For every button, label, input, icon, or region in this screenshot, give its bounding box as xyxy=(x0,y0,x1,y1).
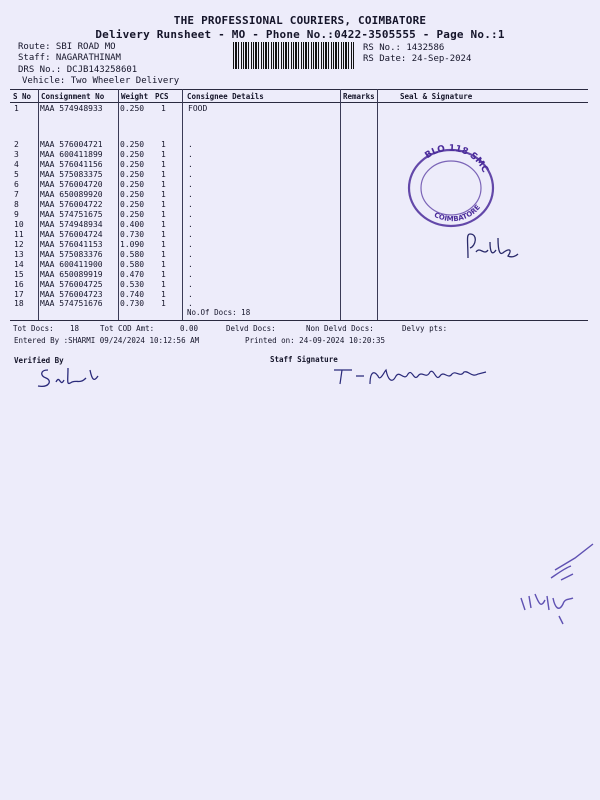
ink-scribble xyxy=(515,538,600,633)
verifier-signature xyxy=(34,364,104,392)
runsheet-subtitle: Delivery Runsheet - MO - Phone No.:0422-3505555 - Page No.:1 xyxy=(95,28,505,41)
col-header-consignee: Consignee Details xyxy=(187,92,264,101)
row-weight: 0.250 xyxy=(120,150,145,159)
row-consignment-no: MAA 574948934 xyxy=(40,220,103,229)
row-consignment-no: MAA 576004723 xyxy=(40,290,103,299)
row-pcs: 1 xyxy=(161,170,166,179)
row-weight: 0.250 xyxy=(120,210,145,219)
row-consignment-no: MAA 576004725 xyxy=(40,280,103,289)
delvd-docs-label: Delvd Docs: xyxy=(226,324,276,333)
stamp-top-text: BLO 118 SMC xyxy=(423,143,490,175)
row-pcs: 1 xyxy=(161,270,166,279)
staff-label: Staff: NAGARATHINAM xyxy=(18,53,121,63)
no-of-docs: No.Of Docs: 18 xyxy=(187,308,251,317)
col-divider xyxy=(38,89,39,320)
row-pcs: 1 xyxy=(161,230,166,239)
entered-by: Entered By :SHARMI 09/24/2024 10:12:56 AM xyxy=(14,336,200,345)
row-consignment-no: MAA 574751675 xyxy=(40,210,103,219)
row-sno: 8 xyxy=(14,200,19,209)
row-consignment-no: MAA 576004720 xyxy=(40,180,103,189)
col-divider xyxy=(182,89,183,320)
row-consignment-no: MAA 574751676 xyxy=(40,299,103,308)
col-header-remarks: Remarks xyxy=(343,92,375,101)
row-consignment-no: MAA 650089919 xyxy=(40,270,103,279)
table-bottom-border xyxy=(10,320,588,321)
table-top-border xyxy=(10,89,588,90)
row-consignee-details: . xyxy=(188,160,193,169)
row-weight: 0.470 xyxy=(120,270,145,279)
row-consignment-no: MAA 574948933 xyxy=(40,104,103,113)
company-title: THE PROFESSIONAL COURIERS, COIMBATORE xyxy=(173,14,427,27)
row-pcs: 1 xyxy=(161,290,166,299)
row-consignee-details: . xyxy=(188,190,193,199)
row-pcs: 1 xyxy=(161,299,166,308)
row-sno: 2 xyxy=(14,140,19,149)
row-weight: 0.730 xyxy=(120,230,145,239)
row-weight: 0.250 xyxy=(120,200,145,209)
row-sno: 16 xyxy=(14,280,24,289)
tot-docs-value: 18 xyxy=(70,324,80,333)
tot-cod-value: 0.00 xyxy=(180,324,199,333)
row-sno: 6 xyxy=(14,180,19,189)
col-header-weight: Weight xyxy=(121,92,149,101)
row-consignee-details: . xyxy=(188,230,193,239)
row-consignee-details: . xyxy=(188,240,193,249)
col-divider xyxy=(377,89,378,320)
row-consignee-details: . xyxy=(188,299,193,308)
barcode xyxy=(233,42,355,69)
row-pcs: 1 xyxy=(161,150,166,159)
row-weight: 0.400 xyxy=(120,220,145,229)
row-sno: 14 xyxy=(14,260,24,269)
row-consignee-details: . xyxy=(188,210,193,219)
row-consignee-details: . xyxy=(188,200,193,209)
row-sno: 4 xyxy=(14,160,19,169)
staff-signature xyxy=(330,362,490,390)
row-pcs: 1 xyxy=(161,104,166,113)
row-pcs: 1 xyxy=(161,220,166,229)
row-pcs: 1 xyxy=(161,280,166,289)
col-header-consignment: Consignment No xyxy=(41,92,105,101)
row-consignment-no: MAA 576004724 xyxy=(40,230,103,239)
row-consignee-details: . xyxy=(188,280,193,289)
delvy-pts-label: Delvy pts: xyxy=(402,324,448,333)
row-consignee-details: . xyxy=(188,270,193,279)
row-weight: 0.250 xyxy=(120,170,145,179)
verified-by-label: Verified By xyxy=(14,356,64,365)
staff-signature-label: Staff Signature xyxy=(270,355,338,364)
row-sno: 10 xyxy=(14,220,24,229)
row-weight: 0.250 xyxy=(120,190,145,199)
row-weight: 0.580 xyxy=(120,250,145,259)
printed-on: Printed on: 24-09-2024 10:20:35 xyxy=(245,336,385,345)
seal-stamp xyxy=(402,143,498,233)
row-consignee-details: . xyxy=(188,220,193,229)
row-consignee-details: . xyxy=(188,150,193,159)
svg-text:BLO 118 SMC xyxy=(423,144,490,175)
row-pcs: 1 xyxy=(161,190,166,199)
stamp-bottom-text: COIMBATORE xyxy=(432,203,482,224)
row-weight: 0.250 xyxy=(120,104,145,113)
row-weight: 0.530 xyxy=(120,280,145,289)
row-sno: 7 xyxy=(14,190,19,199)
row-pcs: 1 xyxy=(161,240,166,249)
row-sno: 18 xyxy=(14,299,24,308)
row-consignment-no: MAA 650089920 xyxy=(40,190,103,199)
row-consignment-no: MAA 600411900 xyxy=(40,260,103,269)
row-consignee-details: . xyxy=(188,260,193,269)
row-pcs: 1 xyxy=(161,200,166,209)
row-sno: 9 xyxy=(14,210,19,219)
row-weight: 0.250 xyxy=(120,140,145,149)
col-header-seal: Seal & Signature xyxy=(400,92,473,101)
row-weight: 0.250 xyxy=(120,180,145,189)
row-consignment-no: MAA 576004721 xyxy=(40,140,103,149)
tot-docs-label: Tot Docs: xyxy=(13,324,54,333)
row-consignment-no: MAA 600411899 xyxy=(40,150,103,159)
row-sno: 13 xyxy=(14,250,24,259)
row-sno: 17 xyxy=(14,290,24,299)
row-consignee-details: . xyxy=(188,250,193,259)
row-consignee-details: . xyxy=(188,170,193,179)
tot-cod-label: Tot COD Amt: xyxy=(100,324,155,333)
row-consignee-details: . xyxy=(188,180,193,189)
row-weight: 0.740 xyxy=(120,290,145,299)
row-consignment-no: MAA 576004722 xyxy=(40,200,103,209)
col-divider xyxy=(118,89,119,320)
vehicle-label: Vehicle: Two Wheeler Delivery xyxy=(22,76,180,86)
row-pcs: 1 xyxy=(161,250,166,259)
row-consignment-no: MAA 576041156 xyxy=(40,160,103,169)
rs-date: RS Date: 24-Sep-2024 xyxy=(363,54,472,64)
row-consignment-no: MAA 576041153 xyxy=(40,240,103,249)
drs-label: DRS No.: DCJB143258601 xyxy=(18,65,138,75)
route-label: Route: SBI ROAD MO xyxy=(18,42,116,52)
row-weight: 0.580 xyxy=(120,260,145,269)
row-consignee-details: FOOD xyxy=(188,104,208,113)
col-header-sno: S No xyxy=(13,92,32,101)
row-consignee-details: . xyxy=(188,140,193,149)
receiver-signature xyxy=(462,228,522,268)
row-pcs: 1 xyxy=(161,180,166,189)
row-sno: 11 xyxy=(14,230,24,239)
row-pcs: 1 xyxy=(161,160,166,169)
row-weight: 0.250 xyxy=(120,160,145,169)
non-delvd-docs-label: Non Delvd Docs: xyxy=(306,324,374,333)
row-consignment-no: MAA 575083375 xyxy=(40,170,103,179)
row-pcs: 1 xyxy=(161,210,166,219)
row-sno: 1 xyxy=(14,104,19,113)
row-pcs: 1 xyxy=(161,260,166,269)
rs-no: RS No.: 1432586 xyxy=(363,43,445,53)
row-sno: 5 xyxy=(14,170,19,179)
row-sno: 12 xyxy=(14,240,24,249)
col-divider xyxy=(340,89,341,320)
row-consignee-details: . xyxy=(188,290,193,299)
col-header-pcs: PCS xyxy=(155,92,169,101)
table-header-border xyxy=(10,102,588,103)
row-sno: 3 xyxy=(14,150,19,159)
row-pcs: 1 xyxy=(161,140,166,149)
row-sno: 15 xyxy=(14,270,24,279)
row-weight: 1.090 xyxy=(120,240,145,249)
row-consignment-no: MAA 575083376 xyxy=(40,250,103,259)
row-weight: 0.730 xyxy=(120,299,145,308)
